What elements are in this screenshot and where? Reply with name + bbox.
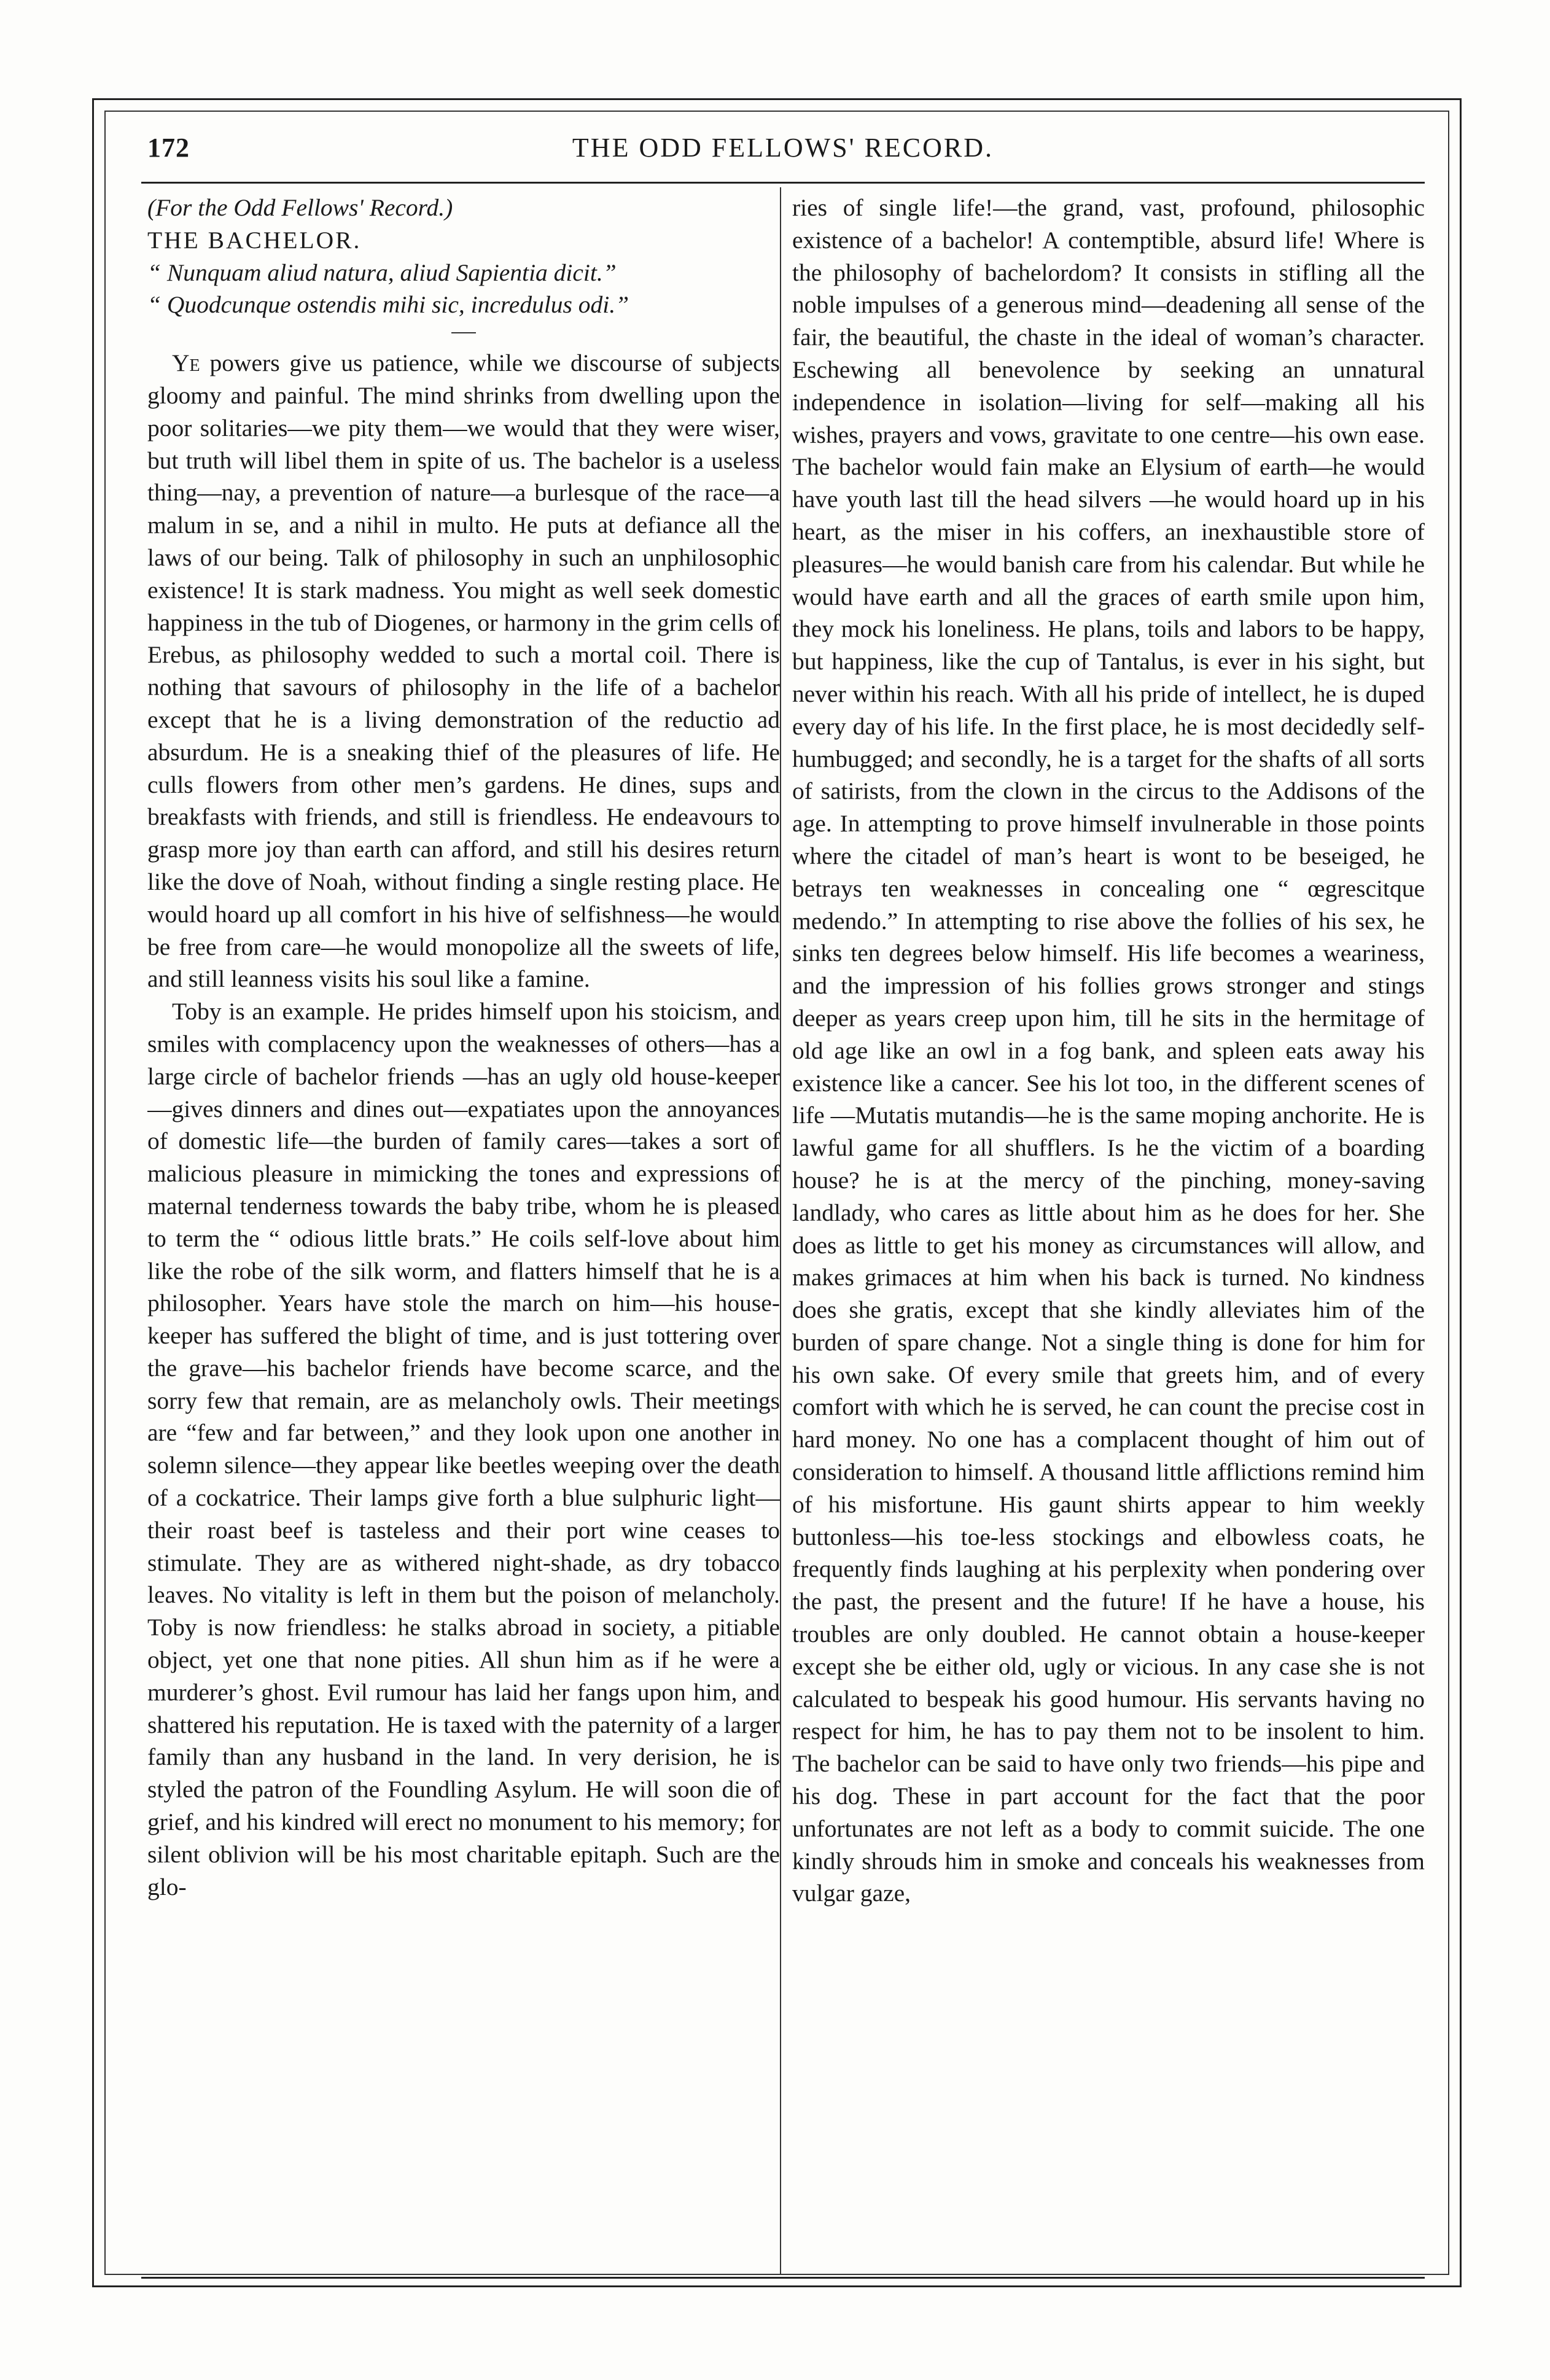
header-rule (141, 182, 1425, 184)
paragraph-2: Toby is an example. He prides himself upon his stoicism, and smiles with complacency upon the weaknesses of others—has a large circle of bachelor friends —has an ugly old house-keeper—gives dinners and dines out—expatiates upon the annoyances of domestic life—the burden of family cares—takes a sort of malicious pleasure in mimicking the tones and expressions of maternal tenderness towards the baby tribe, whom he is pleased to term the “ odious little brats.” He coils self-love about him like the robe of the silk worm, and flatters himself that he is a philosopher. Years have stole the march on him—his house-keeper has suffered the blight of time, and is just tottering over the grave—his bachelor friends have become scarce, and the sorry few that remain, are as melancholy owls. Their meetings are “few and far between,” and they look upon one another in solemn silence—they appear like beetles weeping over the death of a cockatrice. Their lamps give forth a blue sulphuric light—their roast beef is tasteless and their port wine ceases to stimulate. They are as withered night-shade, as dry tobacco leaves. No vitality is left in them but the poison of melancholy. Toby is now friendless: he stalks abroad in society, a pitiable object, yet one that none pities. All shun him as if he were a murderer’s ghost. Evil rumour has laid her fangs upon him, and shattered his reputation. He is taxed with the paternity of a larger family than any husband in the land. In very derision, he is styled the patron of the Foundling Asylum. He will soon die of grief, and his kindred will erect no monument to his memory; for silent oblivion will be his most charitable epitaph. Such are the glo- (147, 998, 780, 1900)
page-number: 172 (147, 133, 190, 163)
running-head (141, 132, 1425, 175)
paragraph-1-text: powers give us patience, while we discourse of subjects gloomy and painful. The mind shrinks from dwelling upon the poor solitaries—we pity them—we would that they were wiser, but truth will libel them in spite of us. The bachelor is a useless thing—nay, a prevention of nature—a burlesque of the race—a malum in se, and a nihil in multo. He puts at defiance all the laws of our being. Talk of philosophy in such an unphilosophic existence! It is stark madness. You might as well seek domestic happiness in the tub of Diogenes, or harmony in the grim cells of Erebus, as philosophy wedded to such a mortal coil. There is nothing that savours of philosophy in the life of a bachelor except that he is a living demonstration of the reductio ad absurdum. He is a sneaking thief of the pleasures of life. He culls flowers from other men’s gardens. He dines, sups and breakfasts with friends, and still is friendless. He endeavours to grasp more joy than earth can afford, and still his desires return like the dove of Noah, without finding a single resting place. He would hoard up all comfort in his hive of selfishness—he would be free from care—he would monopolize all the sweets of life, and still leanness visits his soul like a famine. (147, 349, 780, 993)
epigraph-line-1: “ Nunquam aliud natura, aliud Sapientia dicit.” (147, 259, 617, 286)
epigraph-dash (451, 332, 476, 333)
journal-title: THE ODD FELLOWS' RECORD. (572, 133, 994, 163)
article-source: (For the Odd Fellows' Record.) (147, 194, 453, 221)
bottom-rule (141, 2277, 1425, 2279)
right-column (792, 192, 1425, 2273)
paragraph-1-lead: Ye (172, 349, 200, 377)
article-title: THE BACHELOR. (147, 226, 362, 254)
paragraph-1 (147, 347, 780, 995)
paragraph-2-continued: ries of single life!—the grand, vast, profound, philosophic existence of a bachelor! A contemptible, absurd life! Where is the philosophy of bachelordom? It consists in stifling all the noble impulses of a generous mind—deadening all sense of the fair, the beautiful, the chaste in the ideal of woman’s character. Eschewing all benevolence by seeking an unnatural independence in isolation—living for self—making all his wishes, prayers and vows, gravitate to one centre—his own ease. The bachelor would fain make an Elysium of earth—he would have youth last till the head silvers —he would hoard up in his heart, as the miser in his coffers, an inexhaustible store of pleasures—he would banish care from his calendar. But while he would have earth and all the graces of earth smile upon him, they mock his loneliness. He plans, toils and labors to be happy, but happiness, like the cup of Tantalus, is ever in his sight, but never within his reach. With all his pride of intellect, he is duped every day of his life. In the first place, he is most decidedly self-humbugged; and secondly, he is a target for the shafts of all sorts of satirists, from the clown in the circus to the Addisons of the age. In attempting to prove himself invulnerable in those points where the citadel of man’s heart is wont to be beseiged, he betrays ten weaknesses in concealing one “ œgrescitque medendo.” In attempting to rise above the follies of his sex, he sinks ten degrees below himself. His life becomes a weariness, and the impression of his follies grows stronger and stings deeper as years creep upon him, till he sits in the hermitage of old age like an owl in a fog bank, and spleen eats away his existence like a cancer. See his lot too, in the different scenes of life —Mutatis mutandis—he is the same moping anchorite. He is lawful game for all shufflers. Is he the victim of a boarding house? he is at the mercy of the pinching, money-saving landlady, who cares as little about him as he does for her. She does as little to get his money as circumstances will allow, and makes grimaces at him when his back is turned. No kindness does she gratis, except that she kindly alleviates him of the burden of spare change. Not a single thing is done for him for his own sake. Of every smile that greets him, and of every comfort with which he is served, he can count the precise cost in hard money. No one has a complacent thought of him out of consideration to himself. A thousand little afflictions remind him of his misfortune. His gaunt shirts appear to him weekly buttonless—his toe-less stockings and elbowless coats, he frequently finds laughing at his perplexity when pondering over the past, the present and the future! If he have a house, his troubles are only doubled. He cannot obtain a house-keeper except she be either old, ugly or vicious. In any case she is not calculated to bespeak his good humour. His servants having no respect for him, he has to pay them not to be insolent to him. The bachelor can be said to have only two friends—his pipe and his dog. These in part account for the fact that the poor unfortunates are not left as a body to commit suicide. The one kindly shrouds him in smoke and conceals his weaknesses from vulgar gaze, (792, 194, 1425, 1907)
left-column (147, 192, 780, 2273)
epigraph-line-2: “ Quodcunque ostendis mihi sic, incredulus odi.” (147, 291, 629, 319)
column-divider (780, 187, 781, 2275)
